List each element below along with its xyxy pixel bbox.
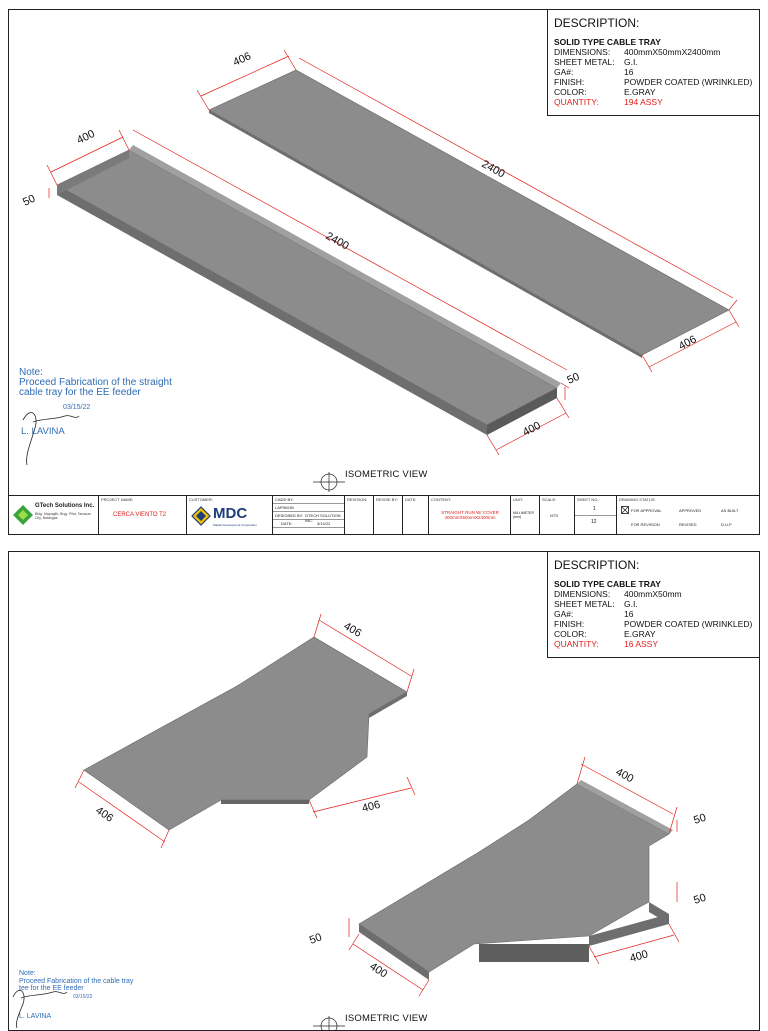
- dim-tee-top: 400: [613, 766, 636, 786]
- fabrication-note: Note: Proceed Fabrication of the straight cable tray for the EE feeder: [19, 367, 172, 398]
- rev-date-cell: DATE:: [403, 496, 429, 534]
- revision-cell: REVISION:: [345, 496, 374, 534]
- description-row: FINISH: POWDER COATED (WRINKLED): [554, 77, 753, 87]
- view-label: ISOMETRIC VIEW: [345, 469, 428, 480]
- tee-tray-bottom: [359, 784, 669, 972]
- description-heading: SOLID TYPE CABLE TRAY: [554, 37, 661, 47]
- note-date: 03/15/22: [63, 404, 91, 411]
- sheet-separator: [0, 538, 768, 548]
- description-row: FINISH: POWDER COATED (WRINKLED): [554, 619, 753, 629]
- dim-tee-bottom-left: 400: [367, 960, 390, 981]
- drawing-status-cell: DRAWING STATUS: FOR APPROVAL APPROVED AS BUILT FOR REVISION REVISED D.U.P: [619, 497, 739, 527]
- content-cell: CONTENT: STRAIGHT RUN W/ COVER 400mmX50mmX2400mm: [429, 496, 511, 534]
- dim-tray-width-bottom: 400: [520, 419, 543, 439]
- tee-tray-inner-wall: [479, 944, 589, 962]
- dim-cover-length: 2400: [479, 158, 507, 181]
- dim-tee-height-left: 50: [307, 931, 324, 947]
- view-symbol-icon: [313, 472, 345, 492]
- unit-cell: UNIT: MILLIMETER (mm): [511, 496, 540, 534]
- description-box-2: [547, 552, 759, 658]
- dim-cover-left: 406: [93, 804, 116, 825]
- dim-tray-height-left: 50: [21, 192, 38, 209]
- dim-tray-width-top: 400: [75, 127, 97, 147]
- description-box: [547, 10, 759, 116]
- description-row: GA#: 16: [554, 609, 634, 619]
- description-row: SHEET METAL: G.I.: [554, 57, 638, 67]
- gtech-logo-icon: [12, 504, 34, 526]
- description-row: COLOR: E.GRAY: [554, 629, 656, 639]
- project-name-cell: PROJECT NAME: CERCA VIENTO T2: [99, 496, 187, 534]
- description-heading: SOLID TYPE CABLE TRAY: [554, 579, 661, 589]
- dim-tray-height-right: 50: [565, 370, 582, 387]
- dim-tee-bottom-right: 400: [628, 948, 650, 965]
- dim-cover-width-bottom: 406: [676, 333, 699, 353]
- description-row: COLOR: E.GRAY: [554, 87, 656, 97]
- sheet-no-cell: SHEET NO.: 1 12: [575, 496, 617, 534]
- dim-tee-height-right-1: 50: [692, 811, 708, 827]
- dim-cover-top: 406: [341, 620, 364, 640]
- drawing-sheet-1: [8, 9, 760, 535]
- signature-2: [13, 990, 67, 1028]
- cadd-cell: CADD BY: LAPINGIN DESIGNED BY: GTECH SOLUTION INC. DATE: 3/14/22: [273, 496, 345, 534]
- dim-cover-width-top: 406: [231, 50, 253, 69]
- customer-cell: CUSTOMER: MDC Makati Development Corporation: [187, 496, 273, 534]
- scale-cell: SCALE: NTS: [540, 496, 575, 534]
- company-cell: GTech Solutions Inc. Bldg. Mapaglib, Brgy. Pilar, Tanauan City, Batangas: [9, 496, 99, 534]
- description-row: DIMENSIONS: 400mmX50mmX2400mm: [554, 47, 721, 57]
- description-row: SHEET METAL: G.I.: [554, 599, 638, 609]
- status-checkbox-checked: [621, 506, 629, 514]
- description-title: DESCRIPTION:: [554, 558, 640, 572]
- tee-cover-edge: [221, 800, 309, 804]
- description-title: DESCRIPTION:: [554, 16, 640, 30]
- signature-1: [23, 412, 79, 465]
- description-row: GA#: 16: [554, 67, 634, 77]
- quantity-row: QUANTITY: 16 ASSY: [554, 639, 659, 649]
- note-name-2: L. LAVINA: [19, 1013, 52, 1020]
- drawing-sheet-2: [8, 551, 760, 1031]
- note-date-2: 03/15/22: [73, 994, 93, 1000]
- fabrication-note-2: Note: Proceed Fabrication of the cable tray tee for the EE feeder: [19, 970, 134, 992]
- quantity-row: QUANTITY: 194 ASSY: [554, 97, 663, 107]
- dim-cover-right: 406: [360, 798, 382, 815]
- note-name: L. LAVINA: [21, 426, 65, 437]
- title-block: [9, 495, 759, 534]
- mdc-logo-icon: [191, 506, 211, 526]
- revised-by-cell: REVISE BY:: [374, 496, 403, 534]
- dim-tray-length: 2400: [323, 230, 351, 253]
- description-row: DIMENSIONS: 400mmX50mm: [554, 589, 682, 599]
- dim-tee-height-right-2: 50: [692, 891, 708, 907]
- view-label-2: ISOMETRIC VIEW: [345, 1013, 428, 1024]
